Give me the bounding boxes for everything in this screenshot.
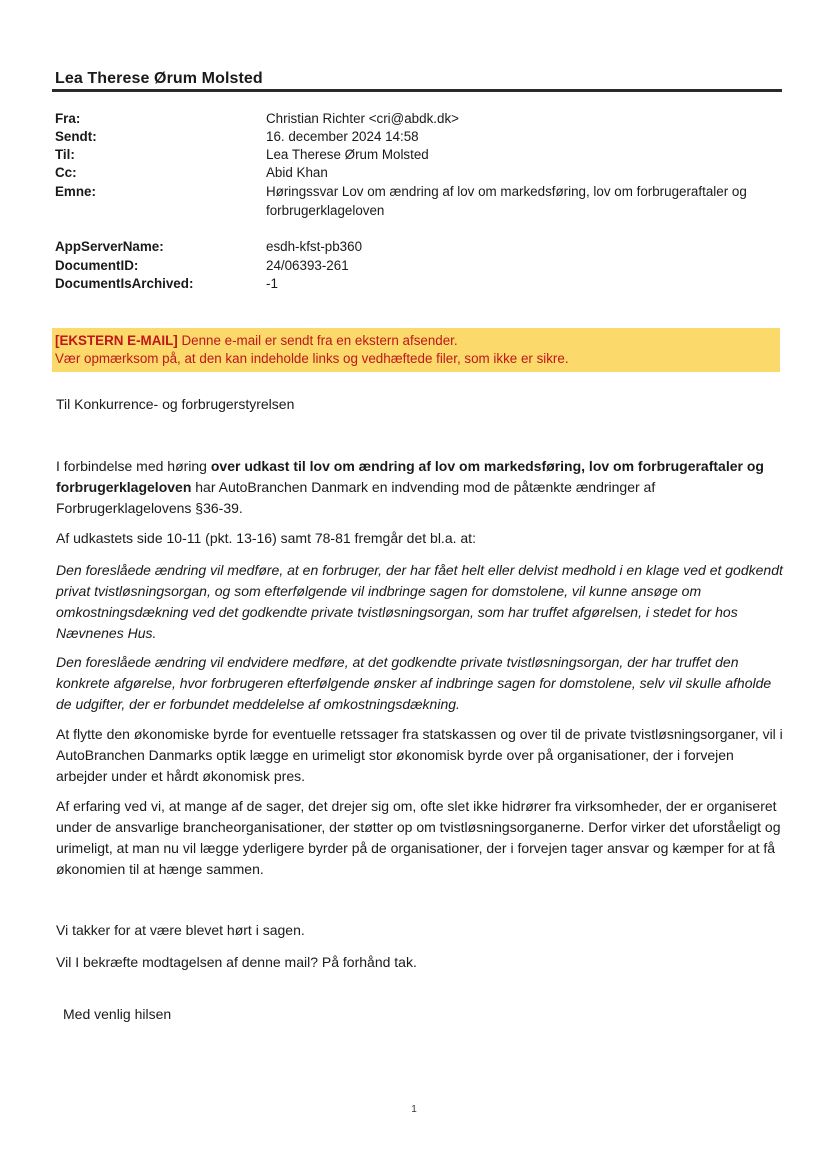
field-from-label: Fra:	[55, 111, 81, 126]
p1-end: har AutoBranchen Danmark en indvending mod de påtænkte ændringer af Forbrugerklagelovens §36-39.	[56, 479, 656, 516]
meta-appserver-label: AppServerName:	[55, 239, 164, 254]
field-cc-value: Abid Khan	[266, 165, 328, 180]
meta-archived-label: DocumentIsArchived:	[55, 276, 194, 291]
banner-tag: [EKSTERN E-MAIL]	[55, 333, 178, 348]
field-subject-label: Emne:	[55, 184, 96, 199]
p1-start: I forbindelse med høring	[56, 458, 211, 474]
closing: Med venlig hilsen	[63, 1006, 172, 1022]
paragraph-thanks: Vi takker for at være blevet hørt i sagen.	[56, 922, 305, 938]
banner-line1: Denne e-mail er sendt fra en ekstern afsender.	[177, 333, 458, 348]
field-sent-label: Sendt:	[55, 129, 97, 144]
field-from-value: Christian Richter <cri@abdk.dk>	[266, 111, 459, 126]
meta-appserver-value: esdh-kfst-pb360	[266, 239, 363, 254]
field-subject-value-line2: forbrugerklageloven	[266, 203, 385, 218]
field-to-value: Lea Therese Ørum Molsted	[266, 147, 429, 162]
sender-name-heading: Lea Therese Ørum Molsted	[55, 70, 263, 87]
quote-paragraph-1: Den foreslåede ændring vil medføre, at en forbruger, der har fået helt eller delvist medhold i en klage ved et godkendt privat tvistløsningsorgan, og som efterfølgende vil indbringe sagen for domstolene, vil kunne ansøge om omkostningsdækning ved det godkendte private tvistløsningsorgan, som har truffet afgørelsen, i stedet for hos Nævnenes Hus.	[56, 562, 783, 641]
field-subject-value-line1: Høringssvar Lov om ændring af lov om markedsføring, lov om forbrugeraftaler og	[266, 184, 747, 199]
paragraph-2: Af udkastets side 10-11 (pkt. 13-16) samt 78-81 fremgår det bl.a. at:	[56, 530, 476, 546]
paragraph-6: Af erfaring ved vi, at mange af de sager, det drejer sig om, ofte slet ikke hidrører fra virksomheder, der er organiseret under de ansvarlige brancheorganisationer, der støtter op om tvistløsningsorganerne. Derfor virker det uforståeligt og urimeligt, at man nu vil lægge yderligere byrder på de organisationer, der i forvejen tager ansvar og kæmper for at få økonomien til at hænge sammen.	[56, 798, 781, 877]
paragraph-confirm: Vil I bekræfte modtagelsen af denne mail? På forhånd tak.	[56, 954, 417, 970]
field-sent-value: 16. december 2024 14:58	[266, 129, 419, 144]
paragraph-5: At flytte den økonomiske byrde for eventuelle retssager fra statskassen og over til de private tvistløsningsorganer, vil i AutoBranchen Danmarks optik lægge en urimeligt stor økonomisk byrde over på organisationer, der i forvejen arbejder under et hårdt økonomisk pres.	[56, 726, 783, 784]
meta-documentid-value: 24/06393-261	[266, 258, 349, 273]
meta-documentid-label: DocumentID:	[55, 258, 139, 273]
p1-bold: over udkast til lov om ændring af lov om markedsføring, lov om forbrugeraftaler og forbrugerklageloven	[56, 458, 764, 495]
header-rule	[52, 89, 782, 92]
meta-archived-value: -1	[266, 276, 278, 291]
banner-line2: Vær opmærksom på, at den kan indeholde links og vedhæftede filer, som ikke er sikre.	[55, 351, 569, 366]
banner-text	[55, 332, 569, 368]
external-email-banner	[52, 328, 780, 372]
field-to-label: Til:	[55, 147, 75, 162]
quote-paragraph-2: Den foreslåede ændring vil endvidere medføre, at det godkendte private tvistløsningsorgan, der har truffet den konkrete afgørelse, hvor forbrugeren efterfølgende ønsker af indbringe sagen for domstolene, selv vil skulle afholde de udgifter, der er forbundet meddelelse af omkostningsdækning.	[56, 654, 772, 712]
paragraph-1	[56, 456, 784, 519]
page-number: 1	[411, 1104, 417, 1115]
greeting: Til Konkurrence- og forbrugerstyrelsen	[56, 396, 295, 412]
field-cc-label: Cc:	[55, 165, 77, 180]
